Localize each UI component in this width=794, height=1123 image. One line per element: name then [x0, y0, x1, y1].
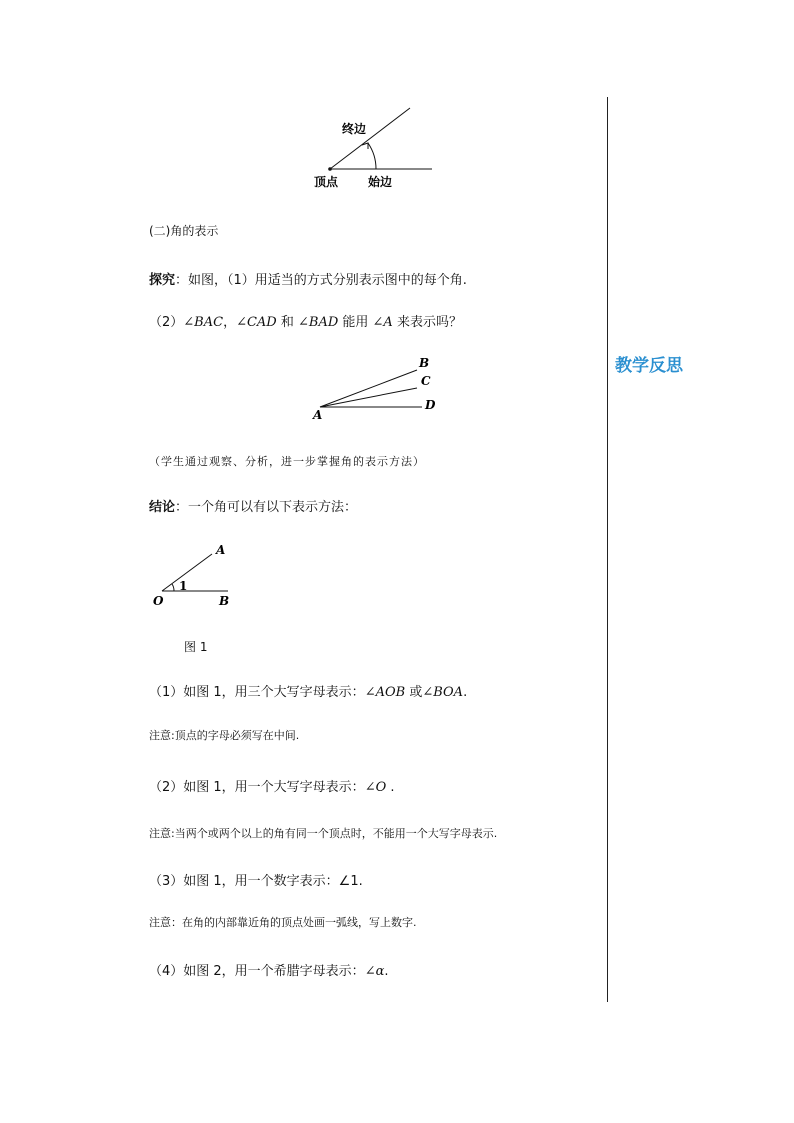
- note-2: 注意:当两个或两个以上的角有同一个顶点时，不能用一个大写字母表示.: [149, 827, 498, 840]
- method-4: （4）如图 2，用一个希腊字母表示：∠α.: [149, 964, 389, 979]
- label-d: D: [425, 398, 436, 412]
- column-divider: [607, 97, 608, 1002]
- label-terminal-side: 终边: [342, 122, 367, 136]
- label-fig1-o: O: [153, 594, 164, 608]
- figure-angles-abcd: [305, 352, 455, 427]
- label-initial-side: 始边: [368, 175, 393, 189]
- angle-1-arc: [172, 584, 174, 591]
- label-b: B: [419, 356, 430, 370]
- rotation-arc: [368, 143, 376, 169]
- conclusion-label: 结论: [149, 500, 176, 515]
- label-c: C: [421, 374, 431, 388]
- method-2: （2）如图 1，用一个大写字母表示：∠O .: [149, 780, 395, 795]
- label-fig1-angle-1: 1: [179, 579, 188, 593]
- label-fig1-b: B: [219, 594, 230, 608]
- note-3: 注意：在角的内部靠近角的顶点处画一弧线，写上数字.: [149, 916, 417, 929]
- figure-1-caption: 图 1: [184, 640, 208, 654]
- conclusion-line: 结论：一个角可以有以下表示方法：: [149, 500, 358, 515]
- terminal-side-line: [330, 108, 410, 169]
- explore-question-2: （2）∠BAC，∠CAD 和 ∠BAD 能用 ∠A 来表示吗？: [149, 315, 462, 330]
- figure-1: [148, 540, 248, 612]
- ray-ac: [320, 388, 417, 407]
- method-1: （1）如图 1，用三个大写字母表示：∠AOB 或∠BOA.: [149, 685, 468, 700]
- label-a: A: [313, 408, 323, 422]
- explore-label: 探究: [149, 273, 176, 288]
- student-note: （学生通过观察、分析，进一步掌握角的表示方法）: [149, 455, 425, 468]
- label-vertex: 顶点: [314, 175, 339, 189]
- figure-angle-parts: [300, 100, 450, 195]
- explore-question-1: 探究：如图，（1）用适当的方式分别表示图中的每个角.: [149, 273, 467, 288]
- note-1: 注意:顶点的字母必须写在中间.: [149, 729, 300, 742]
- vertex-dot: [328, 167, 332, 171]
- ray-ab: [320, 370, 417, 407]
- section-heading: (二)角的表示: [149, 224, 219, 238]
- method-3: （3）如图 1，用一个数字表示：∠1.: [149, 874, 363, 889]
- reflection-title: 教学反思: [615, 356, 683, 376]
- label-fig1-a: A: [216, 543, 226, 557]
